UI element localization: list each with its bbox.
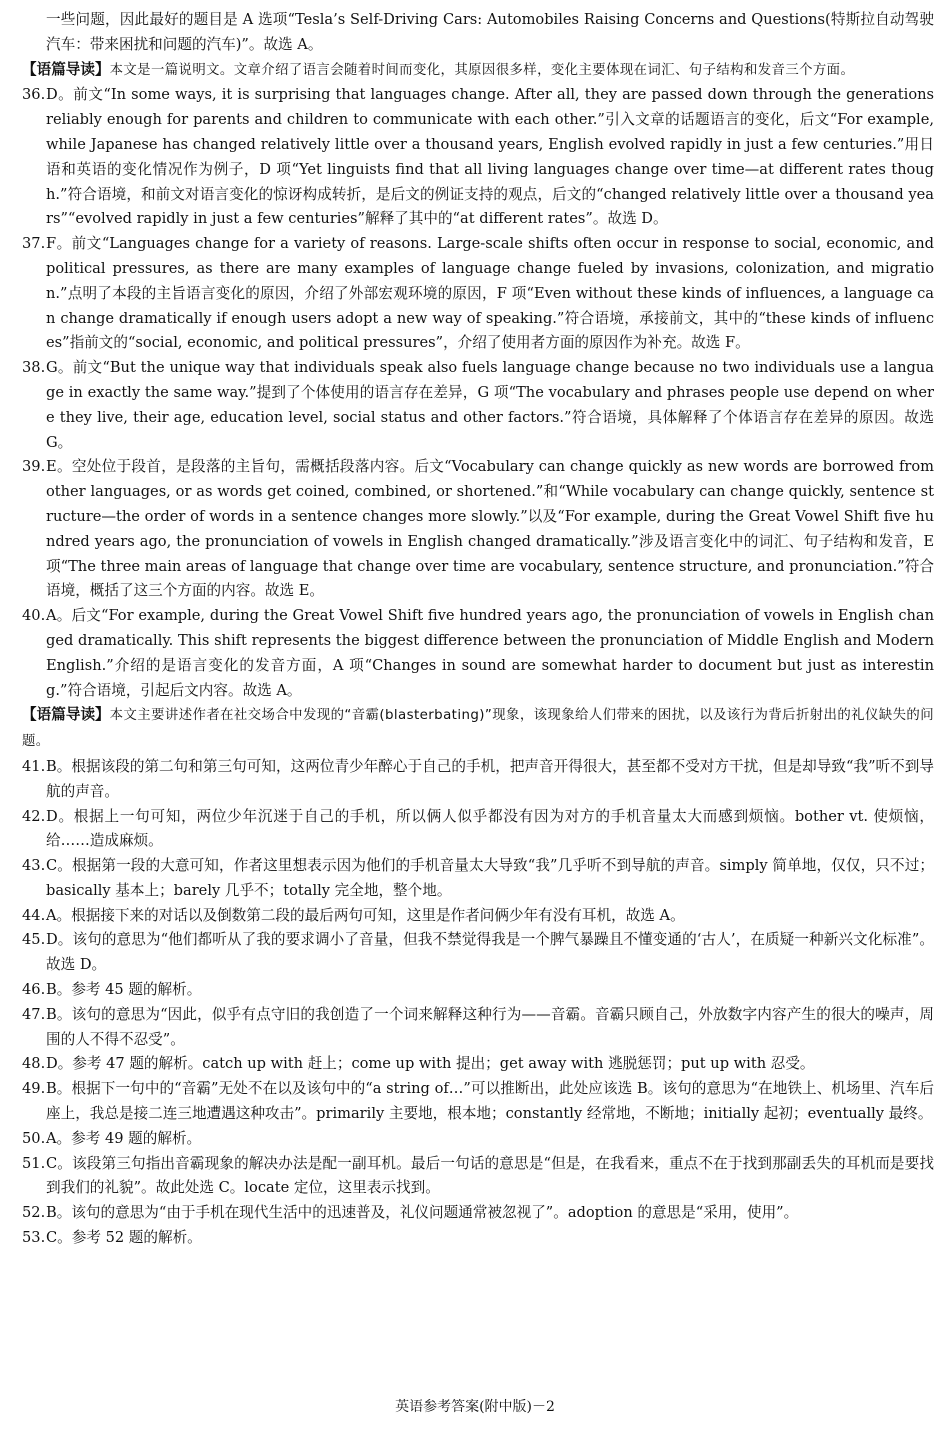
answer-explanation: C。根据第一段的大意可知，作者这里想表示因为他们的手机音量太大导致“我”几乎听不到导航的声音。simply 简单地，仅仅，只不过；basically 基本上；barely 几乎不；totally 完全地，整个地。 [46,857,934,899]
answer-item [22,1152,934,1202]
answer-number: 37. [22,235,46,253]
answer-number: 53. [22,1229,46,1247]
answer-list-2 [22,755,934,1251]
answer-number: 42. [22,807,46,825]
answer-number: 43. [22,857,46,875]
answer-item [22,455,934,604]
intro-paragraph: 一些问题，因此最好的题目是 A 选项“Tesla’s Self-Driving Cars: Automobiles Raising Concerns and Questions(特斯拉自动驾驶汽车：带来困扰和问题的汽车)”。故选 A。 [46,11,934,53]
answer-explanation: B。根据下一句中的“音霸”无处不在以及该句中的“a string of…”可以推断出，此处应该选 B。该句的意思为“在地铁上、机场里、汽车后座上，我总是接二连三地遭遇这种攻击”。primarily 主要地，根本地；constantly 经常地，不断地；initially 起初；eventually 最终。 [46,1080,934,1123]
answer-item [22,604,934,703]
answer-number: 50. [22,1129,46,1147]
answer-explanation: C。参考 52 题的解析。 [46,1229,202,1247]
answer-number: 38. [22,359,46,377]
answer-number: 41. [22,757,46,775]
answer-number: 40. [22,607,46,625]
answer-explanation: A。参考 49 题的解析。 [46,1129,202,1147]
page-footer: 英语参考答案(附中版)－2 [395,1399,555,1415]
answer-number: 36. [22,86,46,104]
answer-item [22,928,934,978]
guide-label: 【语篇导读】 [22,706,110,724]
answer-number: 39. [22,458,46,476]
answer-item [22,1226,934,1251]
answer-explanation: B。参考 45 题的解析。 [46,981,202,999]
answer-explanation: E。空处位于段首，是段落的主旨句，需概括段落内容。后文“Vocabulary can change quickly as new words are borrowed from other languages, or as words get coined, combined, or shortened.”和“While vocabulary can change quickly, sentence structure—the order of words in a sentence changes more slowly.”以及“For example, during the Great Vowel Shift five hundred years ago, the pronunciation of vowels in English changed dramatically.”涉及语言变化中的词汇、句子结构和发音，E 项“The three main areas of language that change over time are vocabulary, sentence structure, and pronunciation.”符合语境，概括了这三个方面的内容。故选 E。 [46,458,934,600]
answer-explanation: D。该句的意思为“他们都听从了我的要求调小了音量，但我不禁觉得我是一个脾气暴躁且不懂变通的‘古人’，在质疑一种新兴文化标准”。故选 D。 [46,931,934,974]
answer-item [22,1052,934,1077]
guide-label: 【语篇导读】 [22,60,110,78]
answer-explanation: D。参考 47 题的解析。catch up with 赶上；come up with 提出；get away with 逃脱惩罚；put up with 忍受。 [46,1055,815,1073]
answer-item [22,755,934,805]
answer-explanation: B。根据该段的第二句和第三句可知，这两位青少年醉心于自己的手机，把声音开得很大，甚至都不受对方干扰，但是却导致“我”听不到导航的声音。 [46,757,934,800]
answer-item [22,805,934,855]
answer-page [22,8,934,1251]
answer-number: 51. [22,1154,46,1172]
answer-explanation: F。前文“Languages change for a variety of reasons. Large-scale shifts often occur in response to social, economic, and political pressures, as there are many examples of language change fueled by invasions, colonization, and migration.”点明了本段的主旨语言变化的原因，介绍了外部宏观环境的原因，F 项“Even without these kinds of influences, a language can change dramatically if enough users adopt a new way of speaking.”符合语境，承接前文，其中的“these kinds of influences”指前文的“social, economic, and political pressures”，介绍了使用者方面的原因作为补充。故选 F。 [46,235,934,352]
answer-number: 47. [22,1005,46,1023]
answer-number: 45. [22,931,46,949]
answer-item [22,904,934,929]
answer-item [22,978,934,1003]
answer-explanation: B。该句的意思为“因此，似乎有点守旧的我创造了一个词来解释这种行为——音霸。音霸只顾自己，外放数字内容产生的很大的噪声，周围的人不得不忍受”。 [46,1005,934,1048]
answer-number: 52. [22,1204,46,1222]
answer-item [22,232,934,356]
answer-explanation: A。后文“For example, during the Great Vowel Shift five hundred years ago, the pronunciation of vowels in English changed dramatically. This shift represents the biggest difference between the pronunciation of Middle English and Modern English.”介绍的是语言变化的发音方面，A 项“Changes in sound are somewhat harder to document but just as interesting.”符合语境，引起后文内容。故选 A。 [46,607,934,699]
answer-item [22,854,934,904]
answer-number: 49. [22,1080,46,1098]
answer-item [22,1127,934,1152]
guide-text: 本文是一篇说明文。文章介绍了语言会随着时间而变化，其原因很多样，变化主要体现在词汇、句子结构和发音三个方面。 [109,62,855,78]
answer-number: 48. [22,1055,46,1073]
answer-number: 46. [22,981,46,999]
answer-item [22,356,934,455]
answer-item [22,1003,934,1053]
answer-number: 44. [22,906,46,924]
answer-item [22,83,934,232]
guide-text: 本文主要讲述作者在社交场合中发现的“音霸(blasterbating)”现象，该现象给人们带来的困扰，以及该行为背后折射出的礼仪缺失的问题。 [22,708,934,750]
answer-explanation: C。该段第三句指出音霸现象的解决办法是配一副耳机。最后一句话的意思是“但是，在我看来，重点不在于找到那副丢失的耳机而是要找到我们的礼貌”。故此处选 C。locate 定位，这里表示找到。 [46,1154,934,1197]
reading-guide-2 [22,703,934,755]
answer-explanation: D。根据上一句可知，两位少年沉迷于自己的手机，所以俩人似乎都没有因为对方的手机音量太大而感到烦恼。bother vt. 使烦恼，给……造成麻烦。 [46,807,934,850]
reading-guide-1 [22,58,934,84]
answer-explanation: B。该句的意思为“由于手机在现代生活中的迅速普及，礼仪问题通常被忽视了”。adoption 的意思是“采用，使用”。 [46,1204,799,1222]
answer-item [22,1201,934,1226]
answer-explanation: A。根据接下来的对话以及倒数第二段的最后两句可知，这里是作者问俩少年有没有耳机，故选 A。 [46,906,685,924]
answer-explanation: D。前文“In some ways, it is surprising that languages change. After all, they are passed down through the generations reliably enough for parents and children to communicate with each other.”引入文章的话题语言的变化，后文“For example, while Japanese has changed relatively little over a thousand years, English evolved rapidly in just a few centuries.”用日语和英语的变化情况作为例子，D 项“Yet linguists find that all living languages change over time—at different rates though.”符合语境，和前文对语言变化的惊讶构成转折，是后文的例证支持的观点，后文的“changed relatively little over a thousand years”“evolved rapidly in just a few centuries”解释了其中的“at different rates”。故选 D。 [46,86,934,228]
answer-list-1 [22,83,934,703]
answer-explanation: G。前文“But the unique way that individuals speak also fuels language change because no two individuals use a language in exactly the same way.”提到了个体使用的语言存在差异，G 项“The vocabulary and phrases people use depend on where they live, their age, education level, social status and other factors.”符合语境，具体解释了个体语言存在差异的原因。故选 G。 [46,359,934,451]
answer-item [22,1077,934,1127]
